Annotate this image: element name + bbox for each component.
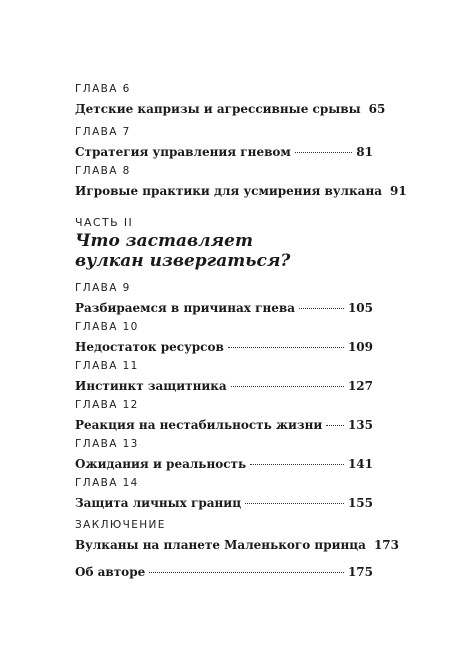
chapter-kicker: ГЛАВА 10 (75, 321, 139, 333)
page-number: 109 (347, 340, 373, 354)
chapter-title: Об авторе (75, 565, 146, 579)
chapter-kicker: ГЛАВА 13 (75, 438, 139, 450)
dot-leader (149, 572, 344, 573)
dot-leader (250, 464, 344, 465)
page-number: 127 (347, 379, 373, 393)
toc-line (75, 182, 407, 200)
page-number: 155 (347, 496, 373, 510)
part-title: Что заставляет вулкан извергаться? (75, 231, 291, 271)
toc-line (75, 494, 373, 512)
chapter-kicker: ЗАКЛЮЧЕНИЕ (75, 519, 166, 531)
toc-line (75, 143, 373, 161)
page-number: 65 (368, 102, 386, 116)
page-number: 141 (347, 457, 373, 471)
toc-entry-chapter-12[interactable] (75, 398, 373, 434)
toc-entry-chapter-7[interactable] (75, 125, 373, 161)
toc-entry-conclusion[interactable] (75, 518, 399, 554)
chapter-kicker: ГЛАВА 11 (75, 360, 139, 372)
chapter-title: Реакция на нестабильность жизни (75, 418, 323, 432)
chapter-title: Детские капризы и агрессивные срывы (75, 102, 361, 116)
toc-entry-chapter-9[interactable] (75, 281, 373, 317)
chapter-title: Разбираемся в причинах гнева (75, 301, 295, 315)
chapter-title: Вулканы на планете Маленького принца (75, 538, 366, 552)
chapter-title: Ожидания и реальность (75, 457, 247, 471)
toc-line (75, 377, 373, 395)
dot-leader (245, 503, 344, 504)
toc-line (75, 100, 386, 118)
chapter-title: Недостаток ресурсов (75, 340, 224, 354)
toc-line (75, 416, 373, 434)
chapter-kicker: ГЛАВА 12 (75, 399, 139, 411)
toc-entry-chapter-6[interactable] (75, 82, 386, 118)
page-number: 175 (347, 565, 373, 579)
toc-entry-chapter-10[interactable] (75, 320, 373, 356)
dot-leader (231, 386, 344, 387)
chapter-kicker: ГЛАВА 8 (75, 165, 131, 177)
chapter-kicker: ГЛАВА 9 (75, 282, 131, 294)
dot-leader (326, 425, 344, 426)
toc-entry-chapter-13[interactable] (75, 437, 373, 473)
dot-leader (299, 308, 344, 309)
page-number: 91 (390, 184, 407, 198)
toc-line (75, 338, 373, 356)
toc-line (75, 563, 373, 581)
chapter-title: Стратегия управления гневом (75, 145, 291, 159)
chapter-title: Игровые практики для усмирения вулкана (75, 184, 383, 198)
toc-line (75, 455, 373, 473)
chapter-title: Защита личных границ (75, 496, 242, 510)
chapter-title: Инстинкт защитника (75, 379, 227, 393)
chapter-kicker: ГЛАВА 6 (75, 83, 131, 95)
page-number: 135 (347, 418, 373, 432)
toc-entry-about-author[interactable] (75, 559, 373, 581)
toc-line (75, 536, 399, 554)
dot-leader (295, 152, 352, 153)
toc-entry-chapter-14[interactable] (75, 476, 373, 512)
toc-entry-chapter-8[interactable] (75, 164, 407, 200)
chapter-kicker: ГЛАВА 7 (75, 126, 131, 138)
toc-line (75, 299, 373, 317)
part-heading (75, 216, 375, 271)
page-number: 173 (373, 538, 399, 552)
dot-leader (228, 347, 344, 348)
toc-entry-chapter-11[interactable] (75, 359, 373, 395)
part-kicker: ЧАСТЬ II (75, 216, 134, 229)
page-number: 81 (356, 145, 373, 159)
page-number: 105 (347, 301, 373, 315)
chapter-kicker: ГЛАВА 14 (75, 477, 139, 489)
